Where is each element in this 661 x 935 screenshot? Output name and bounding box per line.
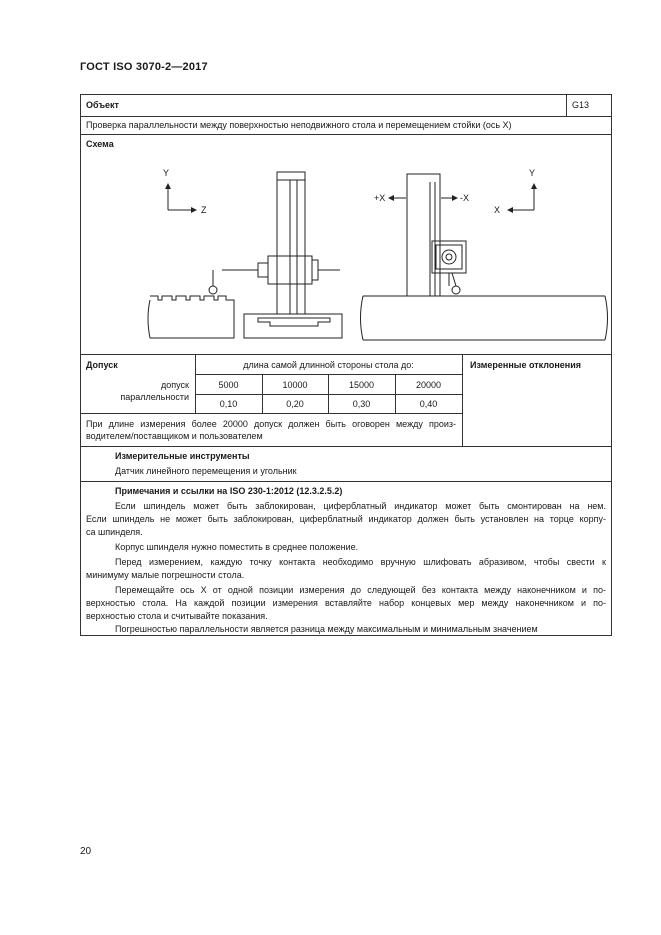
scheme-label: Схема [86, 139, 114, 149]
notes-paragraph: минимуму малые погрешности стола. [86, 570, 245, 580]
divider [80, 116, 612, 117]
axis-label-plus-x: +X [374, 193, 386, 203]
deviations-label: Измеренные отклонения [470, 360, 582, 370]
notes-paragraph: верхностью стола и считывайте показания. [86, 611, 268, 621]
tolerance-value-cell: 0,40 [419, 399, 438, 409]
axis-label-y-right: Y [529, 168, 536, 178]
notes-paragraph: Если шпиндель не может быть заблокирован, циферблатный индикатор должен быть установлен на торце корпу- [86, 514, 606, 524]
notes-paragraph: Погрешностью параллельности является разница между максимальным и минимальным значением [115, 624, 538, 634]
length-cell: 5000 [218, 380, 239, 390]
tolerance-note: При длине измерения более 20000 допуск должен быть оговорен между произ- [86, 419, 456, 429]
document-header: ГОСТ ISO 3070-2—2017 [80, 61, 208, 73]
divider [80, 134, 612, 135]
divider [566, 94, 567, 116]
notes-paragraph: са шпинделя. [86, 527, 143, 537]
notes-paragraph: верхностью стола. На каждой позиции измерения вставляйте набор концевых мер между наконечником и по- [86, 598, 606, 608]
notes-paragraph: Если шпиндель может быть заблокирован, циферблатный индикатор может быть смонтирован на нем. [115, 501, 606, 511]
divider [80, 413, 462, 414]
instruments-label: Измерительные инструменты [115, 451, 250, 461]
axis-label-x-right: X [494, 205, 501, 215]
tolerance-value-cell: 0,30 [352, 399, 371, 409]
length-cell: 10000 [282, 380, 308, 390]
test-code: G13 [572, 100, 590, 110]
notes-label: Примечания и ссылки на ISO 230-1:2012 (12.3.2.5.2) [115, 486, 343, 496]
row-label-tolerance: допуск [161, 380, 189, 390]
length-cell: 15000 [348, 380, 375, 390]
object-description: Проверка параллельности между поверхностью неподвижного стола и перемещением стойки (ось X) [86, 120, 512, 130]
object-label: Объект [86, 100, 119, 110]
tolerance-table-header: длина самой длинной стороны стола до: [243, 360, 414, 370]
notes-paragraph: Перед измерением, каждую точку контакта необходимо вручную шлифовать абразивом, чтобы свести к [115, 557, 606, 567]
divider [80, 481, 612, 482]
axis-label-y: Y [163, 168, 170, 178]
axis-label-minus-x: -X [460, 193, 469, 203]
length-cell: 20000 [415, 380, 442, 390]
notes-paragraph: Перемещайте ось X от одной позиции измерения до следующей без контакта между наконечником и по- [115, 585, 606, 595]
tolerance-note: водителем/поставщиком и пользователем [86, 431, 263, 441]
row-label-parallelism: параллельности [120, 392, 189, 402]
page-number: 20 [80, 846, 92, 857]
axis-label-z: Z [201, 205, 207, 215]
divider [80, 354, 612, 355]
divider [462, 354, 463, 446]
tolerance-value-cell: 0,20 [286, 399, 304, 409]
notes-paragraph: Корпус шпинделя нужно поместить в среднее положение. [115, 542, 359, 552]
tolerance-label: Допуск [86, 360, 118, 370]
instruments-text: Датчик линейного перемещения и угольник [115, 466, 297, 476]
tolerance-value-cell: 0,10 [219, 399, 238, 409]
divider [80, 446, 612, 447]
